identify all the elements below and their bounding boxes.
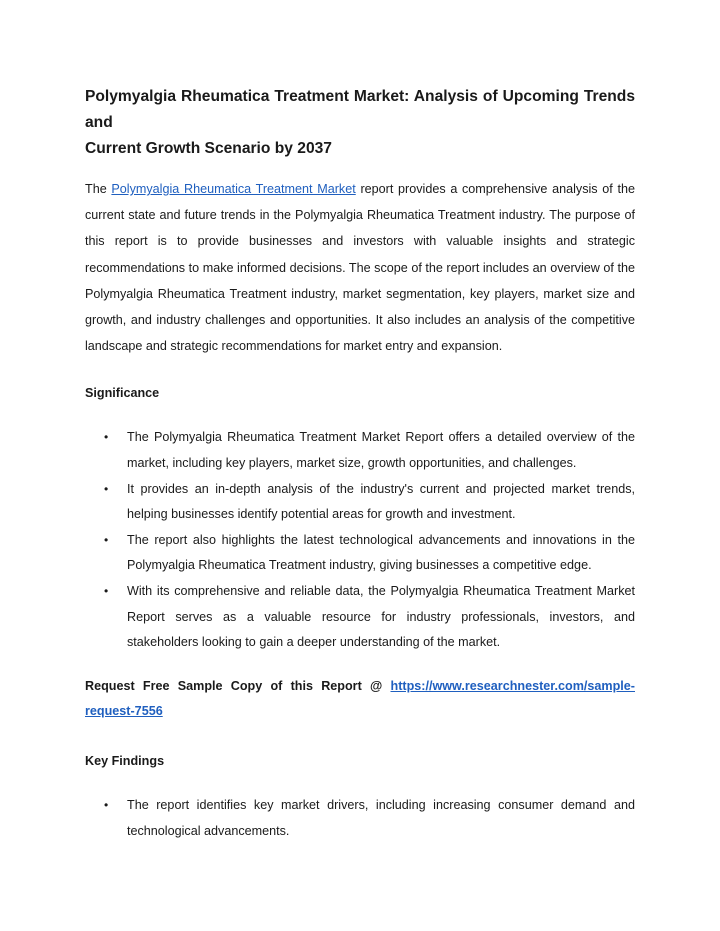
- document-content: [85, 84, 635, 844]
- list-item-text: The report also highlights the latest technological advancements and innovations in the Polymyalgia Rheumatica Treatment industry, giving businesses a competitive edge.: [127, 532, 635, 573]
- list-item: [85, 793, 635, 844]
- list-item: [85, 579, 635, 656]
- list-item-text: It provides an in-depth analysis of the industry's current and projected market trends, helping businesses identify potential areas for growth and investment.: [127, 481, 635, 522]
- document-title: [85, 84, 635, 162]
- intro-rest: report provides a comprehensive analysis of the current state and future trends in the Polymyalgia Rheumatica Treatment industry. The purpose of this report is to provide businesses and investors with valuable insights and strategic recommendations to make informed decisions. The scope of the report includes an overview of the Polymyalgia Rheumatica Treatment industry, market segmentation, key players, market size and growth, and industry challenges and opportunities. It also includes an analysis of the competitive landscape and strategic recommendations for market entry and expansion.: [85, 182, 635, 354]
- bullet-icon: •: [104, 797, 109, 812]
- list-item: [85, 528, 635, 579]
- significance-heading: Significance: [85, 386, 160, 401]
- list-item-text: The report identifies key market drivers, including increasing consumer demand and technological advancements.: [127, 797, 635, 838]
- list-item: [85, 425, 635, 476]
- intro-prefix: The: [85, 182, 112, 196]
- title-line-2: Current Growth Scenario by 2037: [85, 140, 332, 157]
- key-findings-heading: Key Findings: [85, 753, 165, 768]
- list-item-text: The Polymyalgia Rheumatica Treatment Market Report offers a detailed overview of the market, including key players, market size, growth opportunities, and challenges.: [127, 430, 635, 471]
- bullet-icon: •: [104, 532, 109, 547]
- title-line-1: Polymyalgia Rheumatica Treatment Market: Analysis of Upcoming Trends and: [85, 88, 635, 131]
- bullet-icon: •: [104, 430, 109, 445]
- list-item: [85, 477, 635, 528]
- sample-request-link[interactable]: https://www.researchnester.com/sample-request-7556: [85, 678, 635, 719]
- sample-request-line: [85, 674, 635, 725]
- market-report-link[interactable]: Polymyalgia Rheumatica Treatment Market: [111, 182, 356, 196]
- sample-request-label: Request Free Sample Copy of this Report @: [85, 678, 391, 693]
- bullet-icon: •: [104, 583, 109, 598]
- list-item-text: With its comprehensive and reliable data, the Polymyalgia Rheumatica Treatment Market Report serves as a valuable resource for industry professionals, investors, and stakeholders looking to gain a deeper understanding of the market.: [127, 583, 635, 650]
- bullet-icon: •: [104, 481, 109, 496]
- intro-paragraph: [85, 176, 635, 359]
- significance-list: [85, 425, 635, 655]
- key-findings-list: [85, 793, 635, 844]
